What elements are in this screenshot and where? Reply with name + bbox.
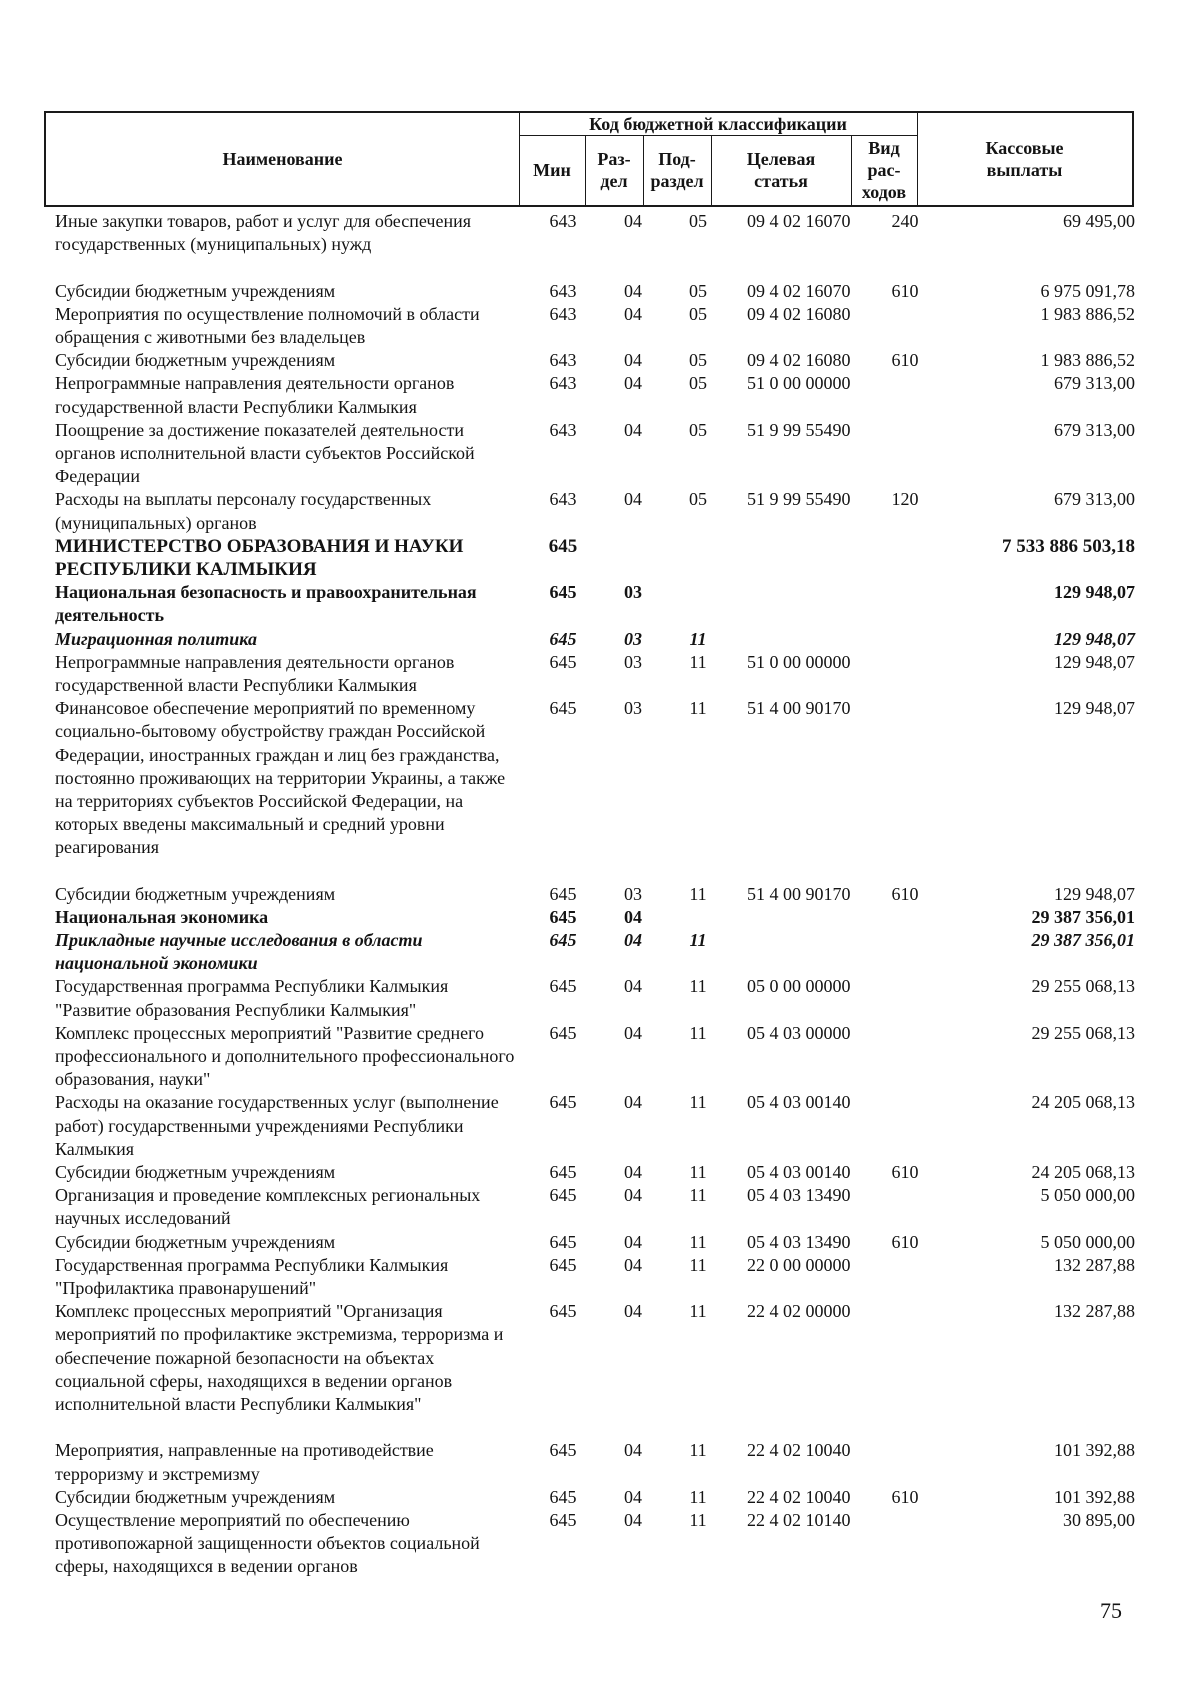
row-sum: 132 287,88 [1054,1301,1135,1322]
table-row [55,883,1135,906]
row-min: 645 [549,906,577,927]
row-vid: 610 [891,1162,919,1183]
row-sum: 679 313,00 [1054,419,1135,440]
row-razdel: 04 [624,489,642,510]
row-razdel: 04 [624,303,642,324]
row-razdel: 04 [624,1092,642,1113]
row-sum: 129 948,07 [1054,651,1135,672]
row-name: Национальная экономика [55,906,269,927]
table-row [55,1254,1135,1300]
row-name: Субсидии бюджетным учреждениям [55,1231,336,1252]
table-row [55,1231,1135,1254]
row-podrazdel: 05 [689,303,707,324]
row-name: МИНИСТЕРСТВО ОБРАЗОВАНИЯ И НАУКИ РЕСПУБЛИКИ КАЛМЫКИЯ [55,535,464,580]
row-name: Иные закупки товаров, работ и услуг для обеспечения государственных (муниципальных) нужд [55,211,471,255]
row-name: Миграционная политика [55,628,257,649]
row-razdel: 04 [624,1162,642,1183]
row-min: 645 [549,1092,577,1113]
row-podrazdel: 11 [689,1440,707,1461]
header-code-group: Код бюджетной классификации [589,114,847,134]
row-name: Субсидии бюджетным учреждениям [55,1486,336,1507]
row-razdel: 04 [624,1022,642,1043]
row-name: Субсидии бюджетным учреждениям [55,350,336,371]
row-sum: 24 205 068,13 [1031,1162,1135,1183]
row-sum: 101 392,88 [1054,1486,1135,1507]
row-min: 645 [549,1022,577,1043]
row-sum: 1 983 886,52 [1040,303,1135,324]
row-sum: 29 255 068,13 [1031,1022,1135,1043]
row-podrazdel: 11 [689,628,707,649]
row-min: 643 [549,211,577,231]
row-podrazdel: 11 [689,883,707,904]
row-min: 645 [549,883,577,904]
row-name: Национальная безопасность и правоохранительная деятельность [55,582,477,626]
row-sum: 29 255 068,13 [1031,976,1135,997]
row-sum: 24 205 068,13 [1031,1092,1135,1113]
row-sum: 101 392,88 [1054,1440,1135,1461]
row-min: 645 [549,582,577,603]
table-row [55,1091,1135,1161]
table-body [55,210,1135,1579]
table-row [55,535,1135,581]
row-podrazdel: 11 [689,1185,707,1206]
row-razdel: 03 [624,582,642,603]
row-razdel: 04 [624,350,642,371]
row-statya: 22 4 02 10140 [747,1509,851,1530]
row-sum: 29 387 356,01 [1031,930,1135,951]
table-row [55,628,1135,651]
row-statya: 09 4 02 16080 [747,303,851,324]
table-row [55,488,1135,534]
row-statya: 51 0 00 00000 [747,651,851,672]
row-vid: 610 [891,1486,919,1507]
row-statya: 22 4 02 00000 [747,1301,851,1322]
row-name: Финансовое обеспечение мероприятий по временному социально-бытовому обустройству граждан Российской Федерации, иностранных граждан и лиц без гражданства, постоянно проживающих на территории Украины, а также на территориях субъектов Российской Федерации, на которых введены максимальный и средний уровни реагирования [55,698,506,858]
row-min: 645 [549,1162,577,1183]
row-razdel: 04 [624,1486,642,1507]
row-sum: 30 895,00 [1063,1509,1135,1530]
row-sum: 5 050 000,00 [1040,1185,1135,1206]
row-podrazdel: 05 [689,373,707,394]
row-razdel: 04 [624,1185,642,1206]
row-name: Непрограммные направления деятельности органов государственной власти Республики Калмыкия [55,373,455,417]
row-vid: 610 [891,883,919,904]
header-razdel: Раз- дел [597,149,631,191]
row-min: 643 [549,419,577,440]
row-min: 645 [548,535,578,557]
row-vid: 610 [891,280,919,301]
row-name: Прикладные научные исследования в области национальной экономики [55,930,423,974]
row-podrazdel: 05 [689,211,707,231]
row-podrazdel: 11 [689,1092,707,1113]
row-razdel: 04 [624,1440,642,1461]
row-vid: 610 [891,1231,919,1252]
row-razdel: 04 [624,1231,642,1252]
table-row [55,1022,1135,1092]
row-statya: 22 4 02 10040 [747,1440,851,1461]
row-name: Государственная программа Республики Калмыкия "Развитие образования Республики Калмыкия" [55,976,449,1020]
table-row [55,1184,1135,1230]
page-number: 75 [1100,1598,1122,1623]
row-min: 645 [549,1301,577,1322]
table-row [55,303,1135,349]
row-statya: 09 4 02 16070 [747,280,851,301]
row-name: Организация и проведение комплексных региональных научных исследований [55,1185,481,1229]
row-name: Государственная программа Республики Калмыкия "Профилактика правонарушений" [55,1254,449,1298]
row-min: 645 [549,1231,577,1252]
row-razdel: 04 [624,211,642,231]
row-statya: 51 0 00 00000 [747,373,851,394]
row-sum: 679 313,00 [1054,373,1135,394]
row-statya: 51 4 00 90170 [747,883,851,904]
row-name: Мероприятия, направленные на противодействие терроризму и экстремизму [55,1440,434,1484]
row-statya: 05 4 03 00000 [747,1022,851,1043]
table-row [55,1161,1135,1184]
row-sum: 129 948,07 [1054,883,1135,904]
row-name: Субсидии бюджетным учреждениям [55,280,336,301]
row-statya: 05 4 03 13490 [747,1231,851,1252]
row-sum: 7 533 886 503,18 [1002,535,1135,557]
row-sum: 6 975 091,78 [1040,280,1135,301]
row-vid: 240 [891,211,919,231]
row-name: Субсидии бюджетным учреждениям [55,883,336,904]
row-statya: 09 4 02 16070 [747,211,851,231]
row-statya: 05 4 03 00140 [747,1092,851,1113]
table-row [55,1439,1135,1485]
header-statya: Целевая статья [746,149,816,191]
row-vid: 610 [891,350,919,371]
table-row [55,1509,1135,1579]
table-row [55,651,1135,697]
row-razdel: 04 [624,906,642,927]
table-row [55,906,1135,929]
row-min: 643 [549,303,577,324]
row-statya: 22 0 00 00000 [747,1254,851,1275]
table-row [55,349,1135,372]
row-min: 643 [549,489,577,510]
row-name: Осуществление мероприятий по обеспечению противопожарной защищенности объектов социальной сферы, находящихся в ведении органов [55,1509,480,1577]
row-name: Мероприятия по осуществление полномочий в области обращения с животными без владельцев [55,303,480,347]
row-min: 645 [549,1486,577,1507]
row-statya: 09 4 02 16080 [747,350,851,371]
header-min: Мин [533,160,571,180]
row-sum: 69 495,00 [1063,211,1135,231]
row-sum: 679 313,00 [1054,489,1135,510]
row-min: 645 [549,698,577,719]
row-podrazdel: 11 [689,1254,707,1275]
row-razdel: 03 [624,628,642,649]
table-row [55,697,1135,883]
row-sum: 1 983 886,52 [1040,350,1135,371]
row-podrazdel: 11 [689,1486,707,1507]
row-vid: 120 [891,489,919,510]
row-name: Расходы на выплаты персоналу государственных (муниципальных) органов [55,489,432,533]
row-min: 645 [549,976,577,997]
row-razdel: 04 [624,280,642,301]
row-podrazdel: 11 [689,930,707,951]
row-podrazdel: 11 [689,976,707,997]
row-podrazdel: 05 [689,350,707,371]
row-min: 645 [549,930,577,951]
row-razdel: 04 [624,1509,642,1530]
row-name: Непрограммные направления деятельности органов государственной власти Республики Калмыкия [55,651,455,695]
table-row [55,1486,1135,1509]
header-vid: Вид рас- ходов [861,138,907,202]
row-name: Субсидии бюджетным учреждениям [55,1162,336,1183]
row-podrazdel: 11 [689,1509,707,1530]
row-razdel: 03 [624,883,642,904]
row-min: 645 [549,1509,577,1530]
row-podrazdel: 11 [689,651,707,672]
row-statya: 05 0 00 00000 [747,976,851,997]
header-sum: Кассовые выплаты [985,138,1064,180]
row-podrazdel: 11 [689,1301,707,1322]
header-podrazdel: Под- раздел [650,149,704,191]
row-min: 645 [549,1185,577,1206]
row-sum: 132 287,88 [1054,1254,1135,1275]
header-name: Наименование [222,149,343,169]
row-podrazdel: 05 [689,489,707,510]
table-row [55,581,1135,627]
row-min: 643 [549,373,577,394]
row-podrazdel: 05 [689,280,707,301]
table-row [55,929,1135,975]
row-podrazdel: 11 [689,1022,707,1043]
row-min: 645 [549,651,577,672]
table-row [55,210,1135,280]
row-razdel: 04 [624,930,642,951]
row-razdel: 04 [624,419,642,440]
row-razdel: 04 [624,373,642,394]
row-min: 645 [549,1440,577,1461]
row-razdel: 04 [624,976,642,997]
row-sum: 129 948,07 [1054,698,1135,719]
table-row [55,280,1135,303]
table-header [44,111,1134,207]
row-statya: 51 9 99 55490 [747,489,851,510]
table-row [55,1300,1135,1439]
row-min: 645 [549,1254,577,1275]
row-podrazdel: 11 [689,698,707,719]
row-statya: 51 4 00 90170 [747,698,851,719]
row-razdel: 04 [624,1301,642,1322]
row-sum: 129 948,07 [1054,582,1135,603]
row-min: 643 [549,280,577,301]
row-podrazdel: 11 [689,1162,707,1183]
row-statya: 05 4 03 00140 [747,1162,851,1183]
row-razdel: 04 [624,1254,642,1275]
row-name: Поощрение за достижение показателей деятельности органов исполнительной власти субъектов Российской Федерации [55,419,475,487]
row-podrazdel: 11 [689,1231,707,1252]
row-name: Комплекс процессных мероприятий "Развитие среднего профессионального и дополнительного профессионального образования, науки" [55,1022,515,1090]
row-statya: 05 4 03 13490 [747,1185,851,1206]
row-min: 645 [549,628,577,649]
row-min: 643 [549,350,577,371]
table-row [55,372,1135,418]
row-name: Комплекс процессных мероприятий "Организация мероприятий по профилактике экстремизма, терроризма и обеспечение пожарной безопасности на объектах социальной сферы, находящихся в ведении органов исполнительной власти Республики Калмыкия" [55,1301,504,1414]
row-sum: 29 387 356,01 [1031,906,1135,927]
table-row [55,975,1135,1021]
row-sum: 129 948,07 [1054,628,1135,649]
row-name: Расходы на оказание государственных услуг (выполнение работ) государственными учреждениями Республики Калмыкия [55,1092,499,1159]
row-razdel: 03 [624,698,642,719]
row-statya: 51 9 99 55490 [747,419,851,440]
row-sum: 5 050 000,00 [1040,1231,1135,1252]
row-razdel: 03 [624,651,642,672]
table-row [55,419,1135,489]
row-statya: 22 4 02 10040 [747,1486,851,1507]
row-podrazdel: 05 [689,419,707,440]
